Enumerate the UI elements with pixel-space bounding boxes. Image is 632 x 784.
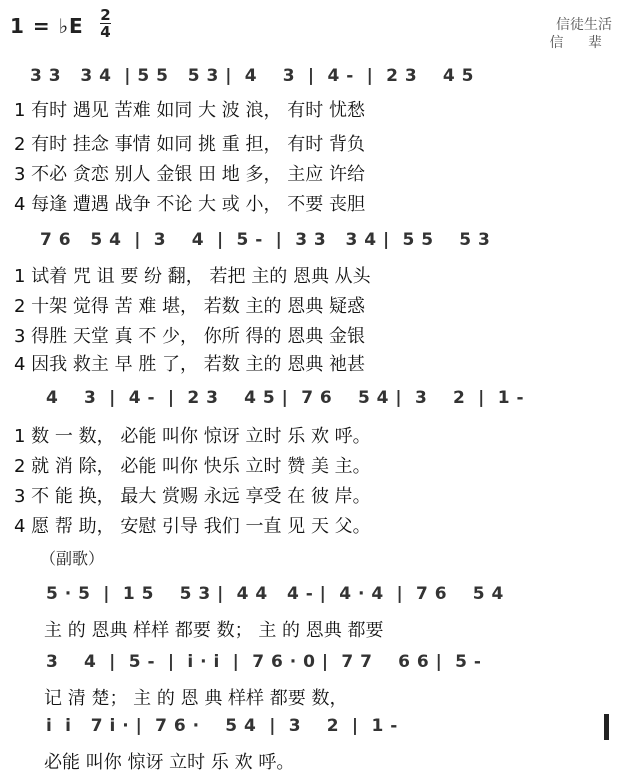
lyric-line-1-verse-3: 3 不必 贪恋 别人 金银 田 地 多， 主应 许给 xyxy=(14,164,365,185)
author-credit: 信 辈 xyxy=(549,35,612,51)
chorus-label: （副歌） xyxy=(40,549,105,568)
lyric-line-3-verse-4: 4 愿 帮 助， 安慰 引导 我们 一直 见 天 父。 xyxy=(14,516,371,537)
time-signature-top: 2 xyxy=(100,6,111,24)
lyric-line-2-verse-1: 1 试着 咒 诅 要 纷 翻， 若把 主的 恩典 从头 xyxy=(14,266,371,287)
time-signature-bottom: 4 xyxy=(100,23,111,41)
lyric-line-1-verse-2: 2 有时 挂念 事情 如同 挑 重 担， 有时 背负 xyxy=(14,134,365,155)
lyric-line-3-verse-2: 2 就 消 除， 必能 叫你 快乐 立时 赞 美 主。 xyxy=(14,456,371,477)
lyric-line-2-verse-4: 4 因我 救主 早 胜 了， 若数 主的 恩典 祂甚 xyxy=(14,354,365,375)
time-signature xyxy=(100,8,111,39)
notation-system-1: 3 3 3 4 | 5 5 5 3 | 4 3 | 4 - | 2 3 4 5 xyxy=(30,66,474,86)
lyric-line-2-verse-3: 3 得胜 天堂 真 不 少， 你所 得的 恩典 金银 xyxy=(14,326,365,347)
chorus-lyric-3: 必能 叫你 惊讶 立时 乐 欢 呼。 xyxy=(44,752,295,773)
final-barline xyxy=(604,714,609,740)
lyric-line-1-verse-1: 1 有时 遇见 苦难 如同 大 波 浪， 有时 忧愁 xyxy=(14,100,365,121)
chorus-lyric-1: 主 的 恩典 样样 都要 数； 主 的 恩典 都要 xyxy=(44,620,384,641)
key-signature: 1 = ♭E xyxy=(10,14,84,38)
lyric-line-2-verse-2: 2 十架 觉得 苦 难 堪， 若数 主的 恩典 疑惑 xyxy=(14,296,365,317)
lyric-line-3-verse-1: 1 数 一 数， 必能 叫你 惊讶 立时 乐 欢 呼。 xyxy=(14,426,371,447)
lyric-line-1-verse-4: 4 每逢 遭遇 战争 不论 大 或 小， 不要 丧胆 xyxy=(14,194,365,215)
notation-system-3: 4 3 | 4 - | 2 3 4 5 | 7 6 5 4 | 3 2 | 1 - xyxy=(46,388,524,408)
chorus-notation-1: 5 · 5 | 1 5 5 3 | 4 4 4 - | 4 · 4 | 7 6 5 4 xyxy=(46,584,504,604)
lyric-line-3-verse-3: 3 不 能 换， 最大 赏赐 永远 享受 在 彼 岸。 xyxy=(14,486,371,507)
chorus-notation-3: i i 7 i · | 7 6 · 5 4 | 3 2 | 1 - xyxy=(46,716,398,736)
notation-system-2: 7 6 5 4 | 3 4 | 5 - | 3 3 3 4 | 5 5 5 3 xyxy=(40,230,491,250)
source-credit: 信徒生活 xyxy=(556,17,612,33)
chorus-lyric-2: 记 清 楚； 主 的 恩 典 样样 都要 数， xyxy=(44,688,348,709)
chorus-notation-2: 3 4 | 5 - | i · i | 7 6 · 0 | 7 7 6 6 | 5 - xyxy=(46,652,482,672)
